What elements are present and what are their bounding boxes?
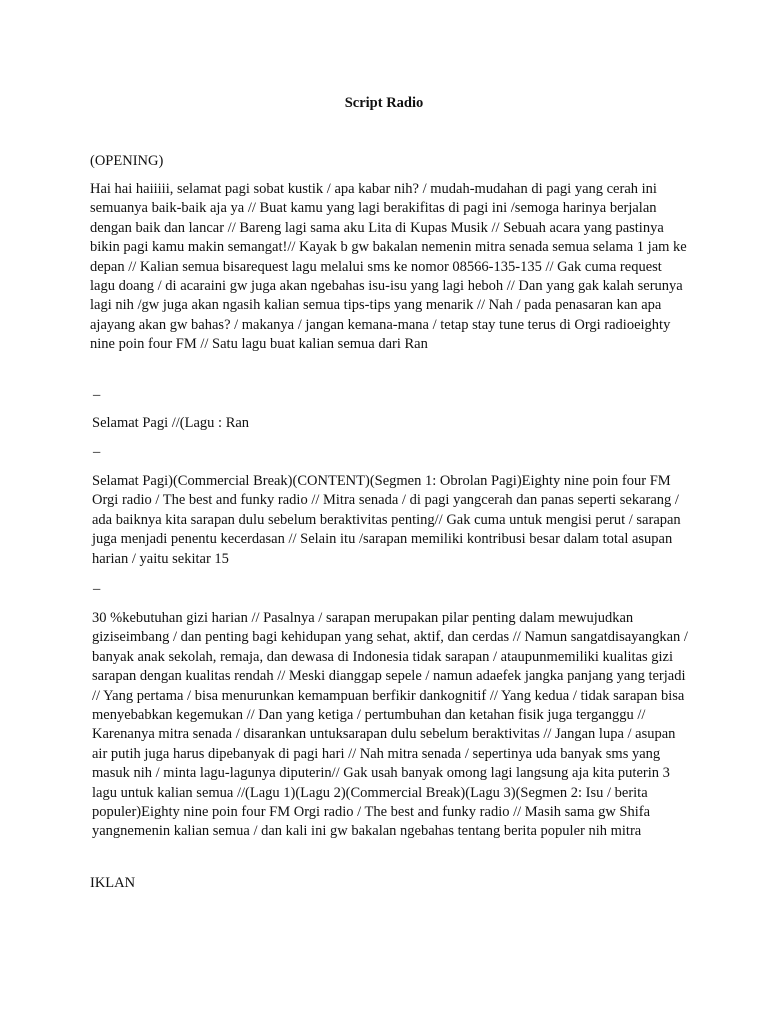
document-title: Script Radio <box>344 95 424 111</box>
iklan-heading: IKLAN <box>90 875 136 891</box>
paragraph-segmen-1: Selamat Pagi)(Commercial Break)(CONTENT)(Segmen 1: Obrolan Pagi)Eighty nine poin four FM Orgi radio / The best and funky radio // Mitra senada / di pagi yangcerah dan panas seperti sekarang / ada baiknya kita sarapan dulu sebelum beraktivitas penting// Gak cuma untuk mengisi perut / sarapan juga menjadi penentu kecerdasan // Selain itu /sarapan memiliki kontribusi besar dalam total asupan harian / yaitu sekitar 15 <box>92 473 681 567</box>
dash-separator: – <box>93 581 101 597</box>
paragraph-selamat-pagi: Selamat Pagi //(Lagu : Ran <box>92 415 250 431</box>
paragraph-opening: Hai hai haiiiii, selamat pagi sobat kustik / apa kabar nih? / mudah-mudahan di pagi yang cerah ini semuanya baik-baik aja ya // Buat kamu yang lagi berakifitas di pagi ini /semoga harinya berjalan dengan baik dan lancar // Bareng lagi sama aku Lita di Kupas Musik // Sebuah acara yang pastinya bikin pagi kamu makin semangat!// Kayak b gw bakalan nemenin mitra senada semua selama 1 jam ke depan // Kalian semua bisarequest lagu melalui sms ke nomor 08566-135-135 // Gak cuma request lagu doang / di acaraini gw juga akan ngebahas isu-isu yang lagi heboh // Dan yang gak kalah serunya lagi nih /gw juga akan ngasih kalian semua tips-tips yang menarik // Nah / pada penasaran kan apa ajayang akan gw bahas? / makanya / jangan kemana-mana / tetap stay tune terus di Orgi radioeighty nine poin four FM // Satu lagu buat kalian semua dari Ran <box>90 181 687 353</box>
opening-heading: (OPENING) <box>90 153 164 169</box>
dash-separator: – <box>93 387 101 403</box>
dash-separator: – <box>93 444 101 460</box>
paragraph-sarapan: 30 %kebutuhan gizi harian // Pasalnya / sarapan merupakan pilar penting dalam mewujudkan giziseimbang / dan penting bagi kehidupan yang sehat, aktif, dan cerdas // Namun sangatdisayangkan / banyak anak sekolah, remaja, dan dewasa di Indonesia tidak sarapan / ataupunmemiliki kualitas gizi sarapan dengan kualitas rendah // Meski dianggap sepele / namun adaefek jangka panjang yang terjadi // Yang pertama / bisa menurunkan kemampuan berfikir dankognitif // Yang kedua / tidak sarapan bisa menyebabkan kegemukan // Dan yang ketiga / pertumbuhan dan ketahan fisik juga terganggu // Karenanya mitra senada / disarankan untuksarapan dulu sebelum beraktivitas // Jangan lupa / asupan air putih juga harus dipebanyak di pagi hari // Nah mitra senada / sepertinya uda banyak sms yang masuk nih / minta lagu-lagunya diputerin// Gak usah banyak omong lagi langsung aja kita puterin 3 lagu untuk kalian semua //(Lagu 1)(Lagu 2)(Commercial Break)(Lagu 3)(Segmen 2: Isu / berita populer)Eighty nine poin four FM Orgi radio / The best and funky radio // Masih sama gw Shifa yangnemenin kalian semua / dan kali ini gw bakalan ngebahas tentang berita populer nih mitra <box>92 610 688 840</box>
